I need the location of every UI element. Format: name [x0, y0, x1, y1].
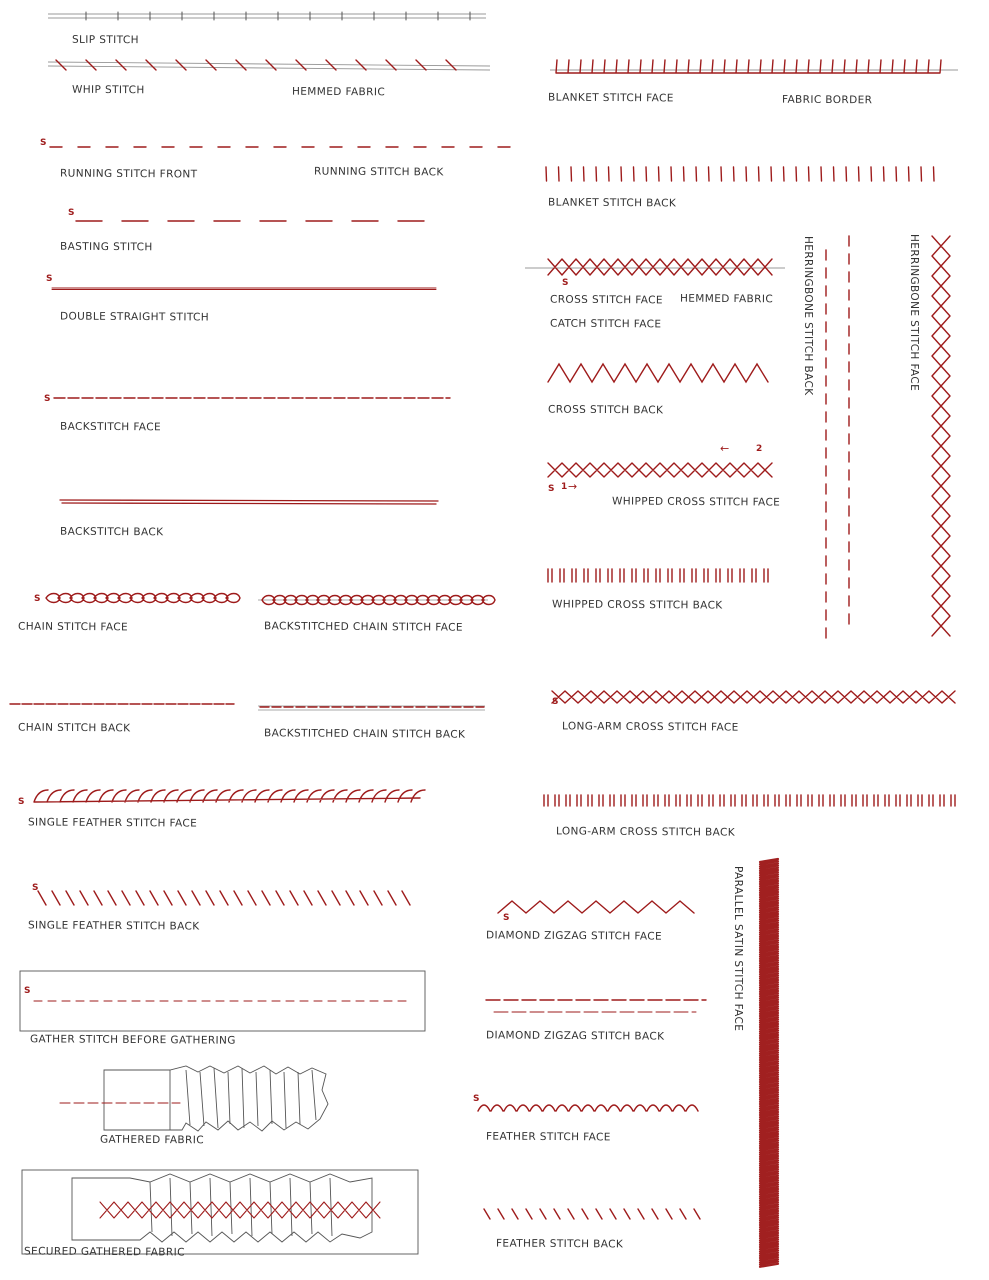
single-feather-face-sample: [34, 790, 425, 802]
arrow-right-icon: →: [568, 480, 578, 493]
long-arm-face-sample: [552, 691, 955, 703]
label-running-back: RUNNING STITCH BACK: [313, 165, 444, 179]
blanket-stitch-face-sample: [556, 60, 941, 73]
stitch-samples: [10, 12, 955, 1267]
label-long-arm-back: LONG-ARM CROSS STITCH BACK: [555, 825, 736, 839]
start-marker: S: [503, 913, 510, 923]
label-long-arm-face: LONG-ARM CROSS STITCH FACE: [561, 720, 739, 734]
label-backstitch-face: BACKSTITCH FACE: [59, 420, 162, 434]
single-feather-back-sample: [38, 891, 410, 905]
label-fabric-border: FABRIC BORDER: [781, 93, 873, 107]
label-running-front: RUNNING STITCH FRONT: [59, 167, 198, 181]
secured-gather-crosses: [100, 1202, 380, 1218]
label-double-straight: DOUBLE STRAIGHT STITCH: [59, 310, 210, 324]
start-marker: S: [548, 484, 555, 494]
label-catch-stitch-face: CATCH STITCH FACE: [549, 317, 662, 331]
label-cross-back: CROSS STITCH BACK: [547, 403, 664, 417]
double-straight-sample: [52, 288, 436, 290]
whipped-cross-face-sample: [548, 463, 772, 477]
label-backstitch-back: BACKSTITCH BACK: [59, 525, 164, 539]
label-whipped-cross-face: WHIPPED CROSS STITCH FACE: [611, 495, 781, 509]
diamond-zigzag-face-sample: [498, 901, 694, 913]
cross-stitch-back-sample: [548, 364, 768, 382]
cross-stitch-face-sample: [548, 259, 772, 275]
chain-stitch-face-sample: [46, 594, 240, 603]
start-marker: S: [46, 274, 53, 284]
herringbone-back-sample: [826, 236, 849, 638]
label-whipped-cross-back: WHIPPED CROSS STITCH BACK: [551, 598, 723, 612]
start-marker: S: [40, 138, 47, 148]
label-hemmed-fabric-2: HEMMED FABRIC: [679, 292, 774, 306]
backstitch-back-sample: [60, 500, 438, 504]
label-hemmed-fabric: HEMMED FABRIC: [291, 85, 386, 99]
start-marker: S: [32, 883, 39, 893]
blanket-stitch-back-sample: [546, 167, 934, 181]
label-backstitched-chain-face: BACKSTITCHED CHAIN STITCH FACE: [263, 620, 464, 634]
slip-stitch-sample: [86, 12, 470, 20]
label-diamond-face: DIAMOND ZIGZAG STITCH FACE: [485, 929, 663, 943]
label-feather-face: FEATHER STITCH FACE: [485, 1130, 611, 1144]
label-single-feather-back: SINGLE FEATHER STITCH BACK: [27, 919, 200, 933]
whipped-cross-back-sample: [548, 569, 768, 582]
label-diamond-back: DIAMOND ZIGZAG STITCH BACK: [485, 1029, 665, 1043]
parallel-satin-sample: [760, 859, 778, 1267]
start-marker: S: [18, 797, 25, 807]
start-marker: S: [34, 594, 41, 604]
label-cross-face: CROSS STITCH FACE: [549, 293, 663, 307]
label-chain-back: CHAIN STITCH BACK: [17, 721, 131, 735]
label-gathered-fabric: GATHERED FABRIC: [99, 1133, 205, 1147]
start-marker: S: [24, 986, 31, 996]
label-backstitched-chain-back: BACKSTITCHED CHAIN STITCH BACK: [263, 727, 466, 741]
start-marker: S: [473, 1094, 480, 1104]
feather-stitch-back-sample: [484, 1209, 700, 1219]
label-chain-face: CHAIN STITCH FACE: [17, 620, 129, 634]
label-slip-stitch: SLIP STITCH: [71, 33, 139, 47]
label-blanket-face: BLANKET STITCH FACE: [547, 91, 674, 105]
label-whip-stitch: WHIP STITCH: [71, 83, 145, 97]
arrow-left-icon: ←: [720, 442, 730, 455]
start-marker: S: [552, 697, 559, 707]
start-marker: S: [44, 394, 51, 404]
fabric-outlines: [17, 14, 958, 1254]
label-herringbone-face: HERRINGBONE STITCH FACE: [908, 234, 920, 392]
feather-stitch-face-sample: [478, 1105, 698, 1111]
label-single-feather-face: SINGLE FEATHER STITCH FACE: [27, 816, 198, 830]
label-herringbone-back: HERRINGBONE STITCH BACK: [802, 236, 814, 396]
label-gather-before: GATHER STITCH BEFORE GATHERING: [29, 1033, 236, 1047]
label-secured-gathered: SECURED GATHERED FABRIC: [23, 1245, 185, 1259]
step-marker-two: 2: [756, 444, 763, 454]
herringbone-face-sample: [932, 236, 950, 636]
label-blanket-back: BLANKET STITCH BACK: [547, 196, 677, 210]
long-arm-back-sample: [544, 795, 955, 806]
start-marker: S: [68, 208, 75, 218]
label-basting: BASTING STITCH: [59, 240, 153, 254]
label-feather-back: FEATHER STITCH BACK: [495, 1237, 624, 1251]
step-marker-one: 1: [561, 482, 568, 492]
label-parallel-satin: PARALLEL SATIN STITCH FACE: [732, 866, 744, 1032]
start-marker: S: [562, 278, 569, 288]
